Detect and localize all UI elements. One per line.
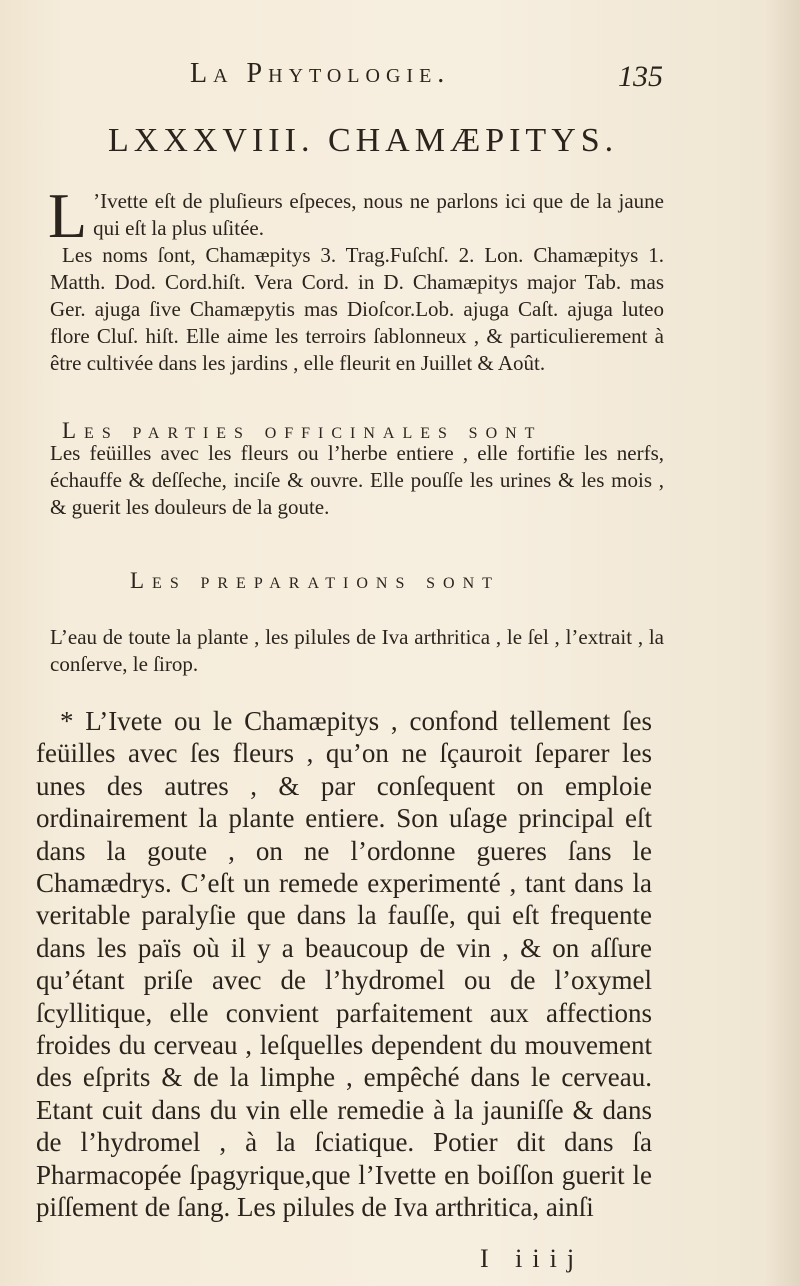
preparations-paragraph: L’eau de toute la plante , les pilules de Iva arthritica , le ſel , l’extrait , la conſerve, le ſirop. — [50, 625, 664, 676]
names-paragraph — [50, 242, 664, 377]
officinal-paragraph: Les feüilles avec les fleurs ou l’herbe entiere , elle fortifie les nerfs, échauffe & deſſeche, inciſe & ouvre. Elle pouſſe les urines & les mois , & guerit les douleurs de la goute. — [50, 441, 664, 519]
signature-mark: I iiij — [480, 1244, 585, 1273]
intro-text: ’Ivette eſt de pluſieurs eſpeces, nous ne parlons ici que de la jaune qui eſt la plus uſitée. — [93, 189, 664, 240]
section-heading-officinal: Les parties officinales sont — [62, 418, 543, 443]
section-heading-preparations: Les preparations sont — [130, 568, 500, 593]
page-number: 135 — [618, 60, 663, 93]
main-paragraph: * L’Ivete ou le Chamæpitys , confond tellement ſes feüilles avec ſes fleurs , qu’on ne ſçauroit ſeparer les unes des autres , & par conſequent on emploie ordinairement la plante entiere. Son uſage principal eſt dans la goute , on ne l’ordonne gueres ſans le Chamædrys. C’eſt un remede experimenté , tant dans la veritable paralyſie que dans la fauſſe, qui eſt frequente dans les païs où il y a beaucoup de vin , & on aſſure qu’étant priſe avec de l’hydromel ou de l’oxymel ſcyllitique, elle convient parfaitement aux affections froides du cerveau , leſquelles dependent du mouvement des eſprits & de la limphe , empêché dans le cerveau. Etant cuit dans du vin elle remedie à la jauniſſe & dans de l’hydromel , à la ſciatique. Potier dit dans ſa Pharmacopée ſpagyrique,que l’Ivette en boiſſon guerit le piſſement de ſang. Les pilules de Iva arthritica, ainſi — [36, 706, 652, 1223]
intro-paragraph — [48, 180, 664, 251]
running-head: La Phytologie. — [190, 58, 451, 89]
page-edge-shadow — [764, 0, 800, 1286]
chapter-title: LXXXVIII. CHAMÆPITYS. — [108, 122, 619, 159]
drop-cap: L — [48, 180, 88, 251]
names-text: Les noms ſont, Chamæpitys 3. Trag.Fuſchſ. 2. Lon. Chamæpitys 1. Matth. Dod. Cord.hiſt. Vera Cord. in D. Chamæpitys major Tab. mas Ger. ajuga ſive Chamæpytis mas Dioſcor.Lob. ajuga Caſt. ajuga luteo flore Cluſ. hiſt. Elle aime les terroirs ſablonneux , & particulierement à être cultivée dans les jardins , elle fleurit en Juillet & Août. — [50, 243, 664, 375]
